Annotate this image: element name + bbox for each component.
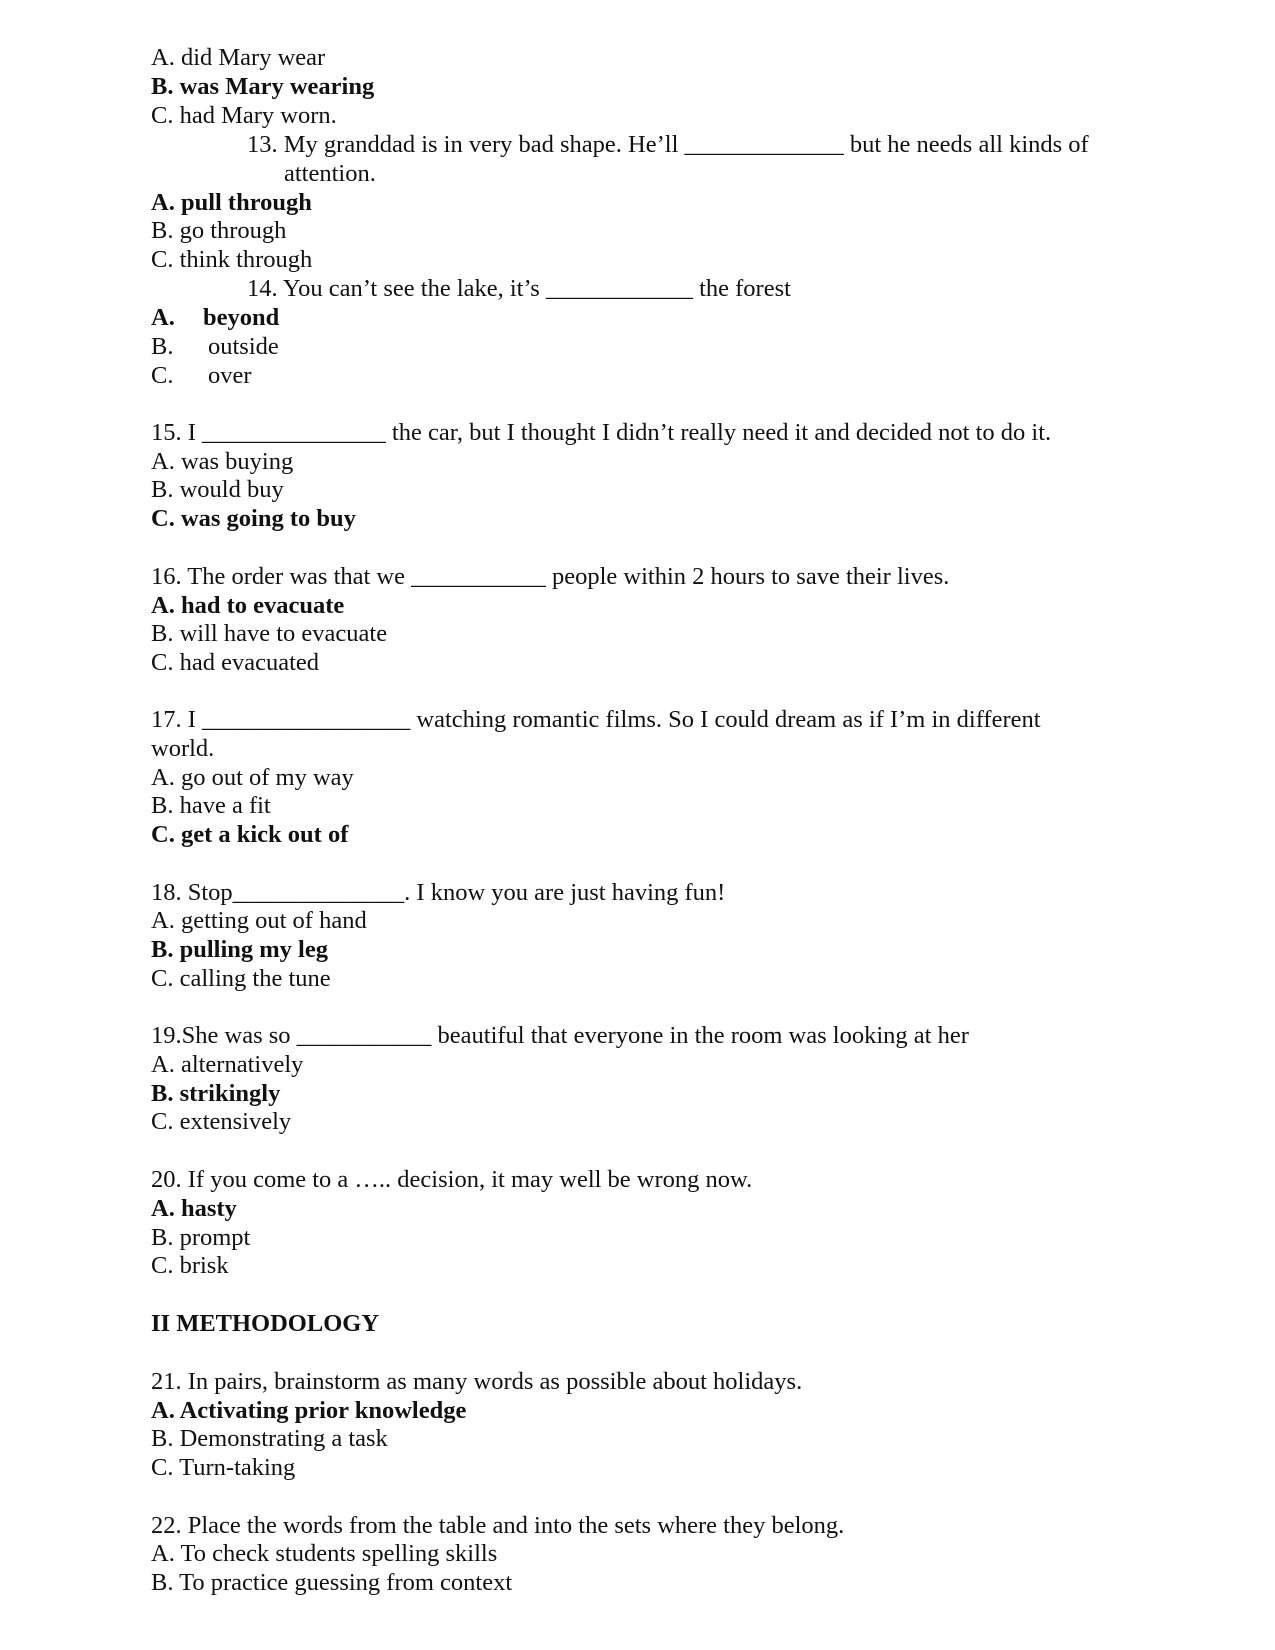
- q14-option-a-letter: A.: [151, 304, 175, 331]
- q14-option-a-correct: [151, 304, 279, 332]
- q20-option-a-correct: A. hasty: [151, 1195, 237, 1222]
- q17-option-a: A. go out of my way: [151, 764, 354, 791]
- q15-option-a: A. was buying: [151, 448, 294, 475]
- q20-option-c: C. brisk: [151, 1252, 229, 1279]
- q13-option-c: C. think through: [151, 246, 313, 273]
- q14-option-a-text: beyond: [203, 304, 280, 331]
- q17-option-c-correct: C. get a kick out of: [151, 821, 349, 848]
- q18-option-b-correct: B. pulling my leg: [151, 936, 328, 963]
- q22-option-b: B. To practice guessing from context: [151, 1569, 513, 1596]
- q18-option-c: C. calling the tune: [151, 965, 331, 992]
- q14-option-b: [151, 333, 279, 361]
- section-methodology-heading: II METHODOLOGY: [151, 1310, 380, 1337]
- q19-option-a: A. alternatively: [151, 1051, 304, 1078]
- q13-option-a-correct: A. pull through: [151, 189, 312, 216]
- q13-stem-continued: attention.: [284, 160, 376, 187]
- q21-option-a-correct: A. Activating prior knowledge: [151, 1397, 467, 1424]
- q19-stem: 19.She was so ___________ beautiful that everyone in the room was looking at her: [151, 1022, 969, 1049]
- q13-option-b: B. go through: [151, 217, 287, 244]
- q12-option-a: A. did Mary wear: [151, 44, 326, 71]
- q12-option-b-correct: B. was Mary wearing: [151, 73, 375, 100]
- q15-stem: 15. I _______________ the car, but I thought I didn’t really need it and decided not to do it.: [151, 419, 1052, 446]
- q19-option-c: C. extensively: [151, 1108, 292, 1135]
- q17-option-b: B. have a fit: [151, 792, 271, 819]
- q14-option-c-letter: C.: [151, 362, 174, 389]
- q16-option-c: C. had evacuated: [151, 649, 320, 676]
- q14-option-c-text: over: [208, 362, 252, 389]
- q12-option-c: C. had Mary worn.: [151, 102, 337, 129]
- q20-stem: 20. If you come to a ….. decision, it may well be wrong now.: [151, 1166, 753, 1193]
- q16-stem: 16. The order was that we ___________ people within 2 hours to save their lives.: [151, 563, 950, 590]
- q14-option-c: [151, 362, 252, 390]
- q15-option-b: B. would buy: [151, 476, 284, 503]
- q18-option-a: A. getting out of hand: [151, 907, 367, 934]
- q20-option-b: B. prompt: [151, 1224, 251, 1251]
- q16-option-a-correct: A. had to evacuate: [151, 592, 345, 619]
- q17-stem: 17. I _________________ watching romantic films. So I could dream as if I’m in different: [151, 706, 1041, 733]
- q21-option-b: B. Demonstrating a task: [151, 1425, 388, 1452]
- q18-stem: 18. Stop______________. I know you are just having fun!: [151, 879, 726, 906]
- q14-stem: 14. You can’t see the lake, it’s ____________ the forest: [247, 275, 791, 302]
- q13-stem: 13. My granddad is in very bad shape. He’ll _____________ but he needs all kinds of: [247, 131, 1089, 158]
- q21-option-c: C. Turn-taking: [151, 1454, 296, 1481]
- q14-option-b-letter: B.: [151, 333, 174, 360]
- q19-option-b-correct: B. strikingly: [151, 1080, 281, 1107]
- q22-option-a: A. To check students spelling skills: [151, 1540, 498, 1567]
- q16-option-b: B. will have to evacuate: [151, 620, 388, 647]
- q17-stem-continued: world.: [151, 735, 215, 762]
- q22-stem: 22. Place the words from the table and into the sets where they belong.: [151, 1512, 845, 1539]
- q15-option-c-correct: C. was going to buy: [151, 505, 356, 532]
- q21-stem: 21. In pairs, brainstorm as many words as possible about holidays.: [151, 1368, 803, 1395]
- q14-option-b-text: outside: [208, 333, 279, 360]
